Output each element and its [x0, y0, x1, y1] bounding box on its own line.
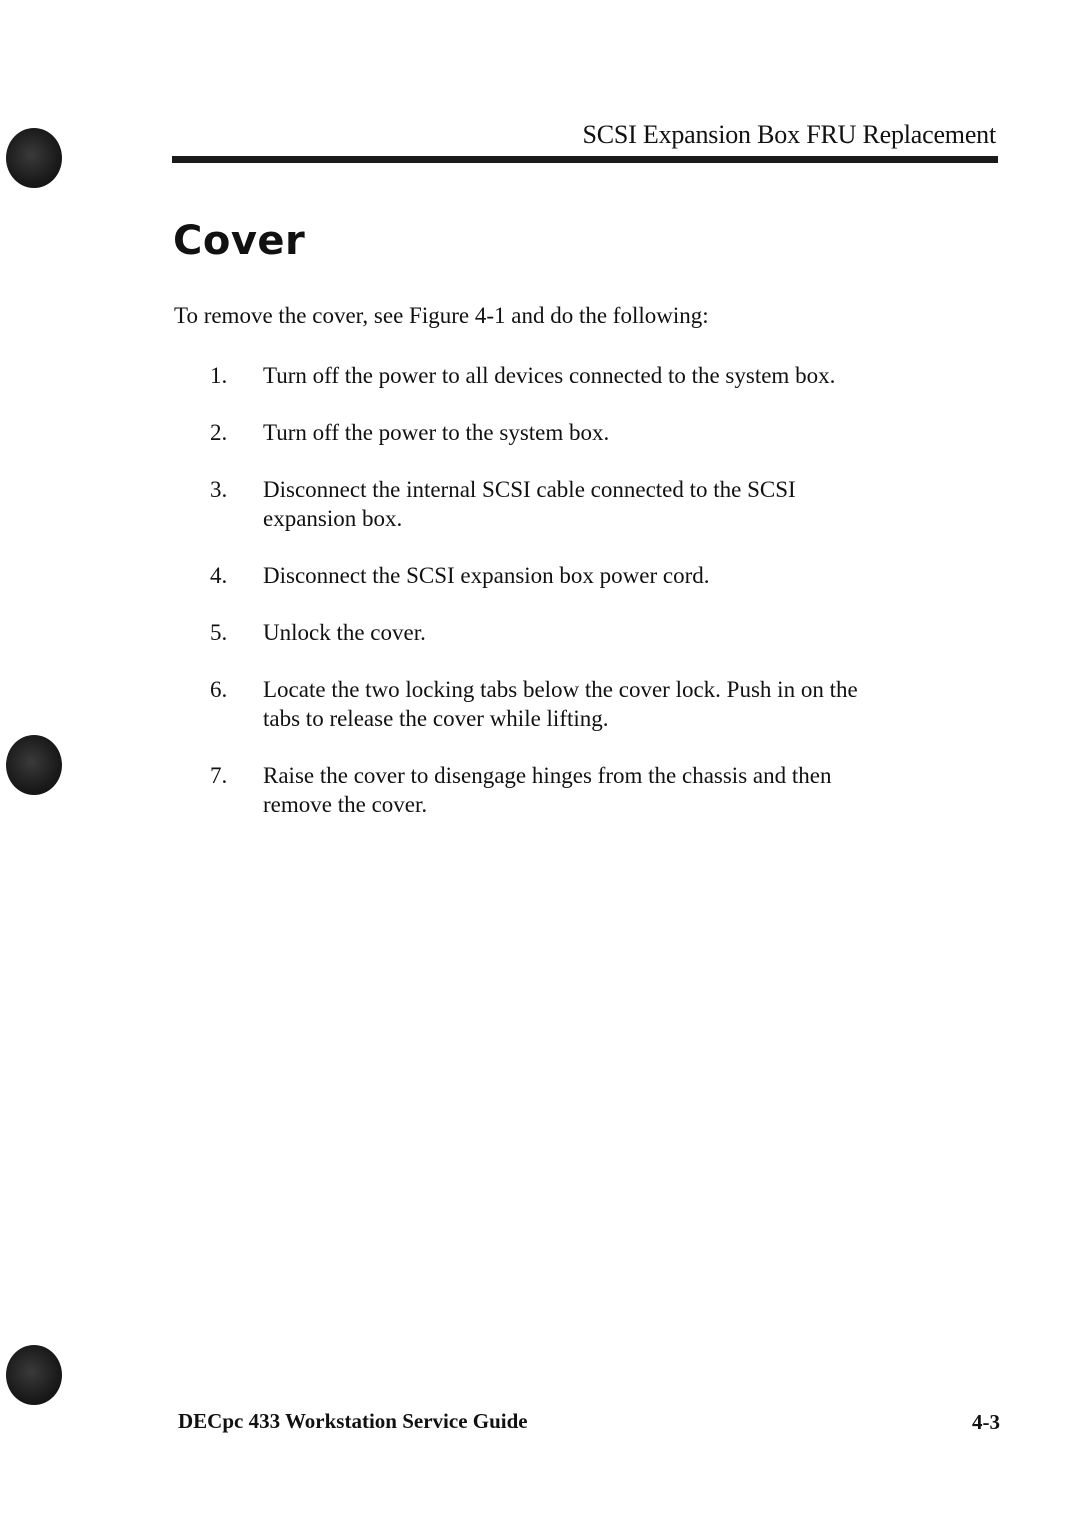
- binder-hole-top: [6, 128, 62, 188]
- step-number: 3.: [210, 477, 228, 502]
- step-number: 2.: [210, 420, 228, 445]
- step-number: 6.: [210, 677, 228, 702]
- binder-hole-middle: [6, 735, 62, 795]
- step-item: [210, 418, 890, 447]
- footer-page-number: 4-3: [972, 1410, 1000, 1434]
- step-text: Locate the two locking tabs below the cover lock. Push in on the tabs to release the cover while lifting.: [263, 677, 858, 731]
- header-rule: [172, 156, 998, 163]
- step-text: Turn off the power to all devices connected to the system box.: [263, 363, 836, 388]
- step-number: 5.: [210, 620, 228, 645]
- step-text: Turn off the power to the system box.: [263, 420, 610, 445]
- step-number: 7.: [210, 763, 228, 788]
- procedure-steps: [210, 361, 890, 847]
- step-item: [210, 675, 890, 733]
- intro-paragraph: To remove the cover, see Figure 4-1 and do the following:: [174, 303, 709, 328]
- step-text: Disconnect the internal SCSI cable connected to the SCSI expansion box.: [263, 477, 796, 531]
- step-item: [210, 561, 890, 590]
- step-text: Raise the cover to disengage hinges from the chassis and then remove the cover.: [263, 763, 832, 817]
- step-text: Unlock the cover.: [263, 620, 426, 645]
- binder-hole-bottom: [6, 1345, 62, 1405]
- running-header: SCSI Expansion Box FRU Replacement: [582, 120, 996, 149]
- step-number: 4.: [210, 563, 228, 588]
- page-title: Cover: [173, 218, 306, 264]
- step-text: Disconnect the SCSI expansion box power cord.: [263, 563, 710, 588]
- step-item: [210, 618, 890, 647]
- footer-guide-title: DECpc 433 Workstation Service Guide: [178, 1409, 528, 1433]
- step-number: 1.: [210, 363, 228, 388]
- step-item: [210, 475, 890, 533]
- step-item: [210, 361, 890, 390]
- step-item: [210, 761, 890, 819]
